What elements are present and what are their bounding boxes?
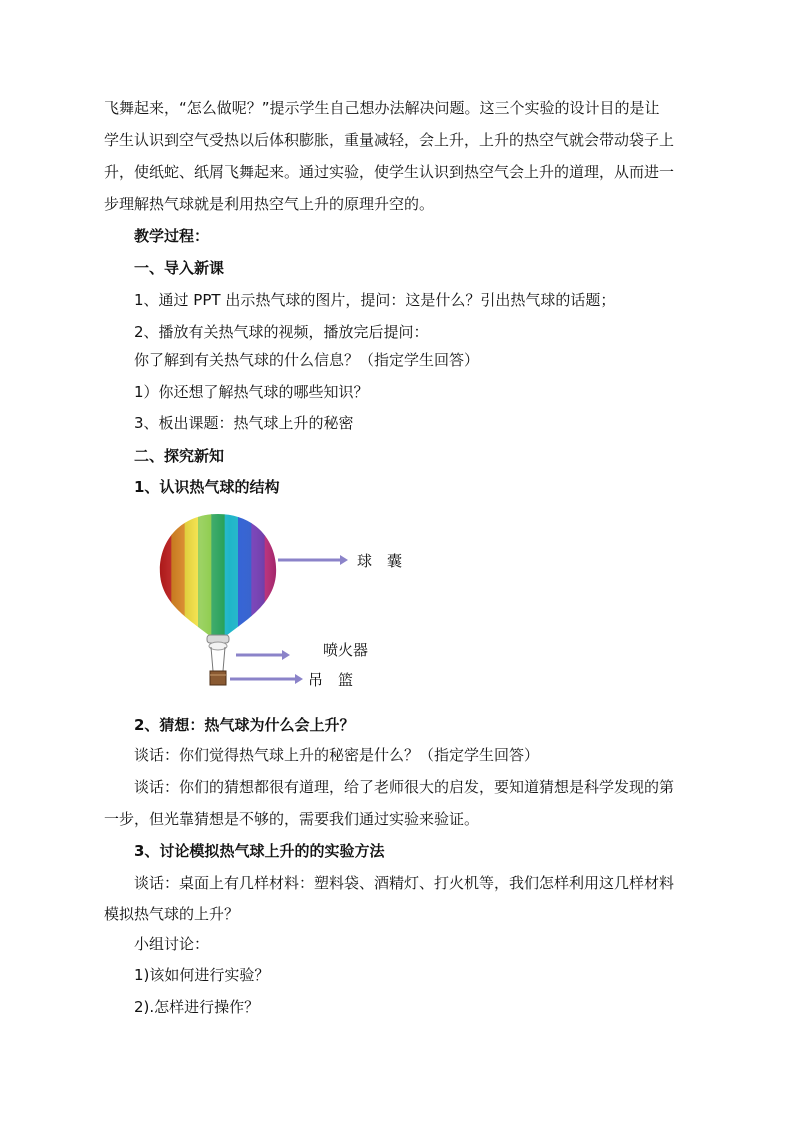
basket-shape bbox=[210, 671, 226, 685]
section-1-item-1: 1、通过 PPT 出示热气球的图片，提问：这是什么？引出热气球的话题； bbox=[134, 291, 616, 309]
section-2-item-2: 2、猜想：热气球为什么会上升？ bbox=[134, 716, 355, 734]
question-1: 1)该如何进行实验？ bbox=[134, 966, 270, 984]
talk-1: 谈话：你们觉得热气球上升的秘密是什么？（指定学生回答） bbox=[134, 746, 540, 764]
talk-3-line-2: 模拟热气球的上升？ bbox=[104, 905, 240, 923]
section-1-question: 你了解到有关热气球的什么信息？（指定学生回答） bbox=[134, 351, 480, 369]
section-1-title: 一、导入新课 bbox=[134, 259, 225, 277]
section-2-item-3: 3、讨论模拟热气球上升的的实验方法 bbox=[134, 842, 385, 860]
intro-line-2: 学生认识到空气受热以后体积膨胀，重量减轻，会上升，上升的热空气就会带动袋子上 bbox=[104, 131, 675, 149]
talk-2-line-1: 谈话：你们的猜想都很有道理，给了老师很大的启发，要知道猜想是科学发现的第 bbox=[134, 778, 675, 796]
process-title: 教学过程： bbox=[134, 227, 210, 245]
section-1-sub-1: 1）你还想了解热气球的哪些知识？ bbox=[134, 383, 369, 401]
burner-label: 喷火器 bbox=[323, 641, 369, 659]
talk-3-line-1: 谈话：桌面上有几样材料：塑料袋、酒精灯、打火机等，我们怎样利用这几样材料 bbox=[134, 874, 675, 892]
group-discussion: 小组讨论： bbox=[134, 935, 210, 953]
section-1-item-3: 3、板出课题：热气球上升的秘密 bbox=[134, 414, 354, 432]
talk-2-line-2: 一步，但光靠猜想是不够的，需要我们通过实验来验证。 bbox=[104, 810, 480, 828]
section-2-item-1: 1、认识热气球的结构 bbox=[134, 478, 280, 496]
intro-line-1: 飞舞起来，“怎么做呢？”提示学生自己想办法解决问题。这三个实验的设计目的是让 bbox=[104, 99, 660, 117]
envelope-label: 球 囊 bbox=[357, 552, 403, 570]
intro-line-4: 步理解热气球就是利用热空气上升的原理升空的。 bbox=[104, 195, 435, 213]
section-1-item-2: 2、播放有关热气球的视频，播放完后提问： bbox=[134, 323, 429, 341]
basket-label: 吊 篮 bbox=[308, 671, 354, 689]
intro-line-3: 升，使纸蛇、纸屑飞舞起来。通过实验，使学生认识到热空气会上升的道理，从而进一 bbox=[104, 163, 675, 181]
hot-air-balloon-figure bbox=[150, 508, 420, 698]
section-2-title: 二、探究新知 bbox=[134, 447, 225, 465]
question-2: 2).怎样进行操作？ bbox=[134, 998, 260, 1016]
